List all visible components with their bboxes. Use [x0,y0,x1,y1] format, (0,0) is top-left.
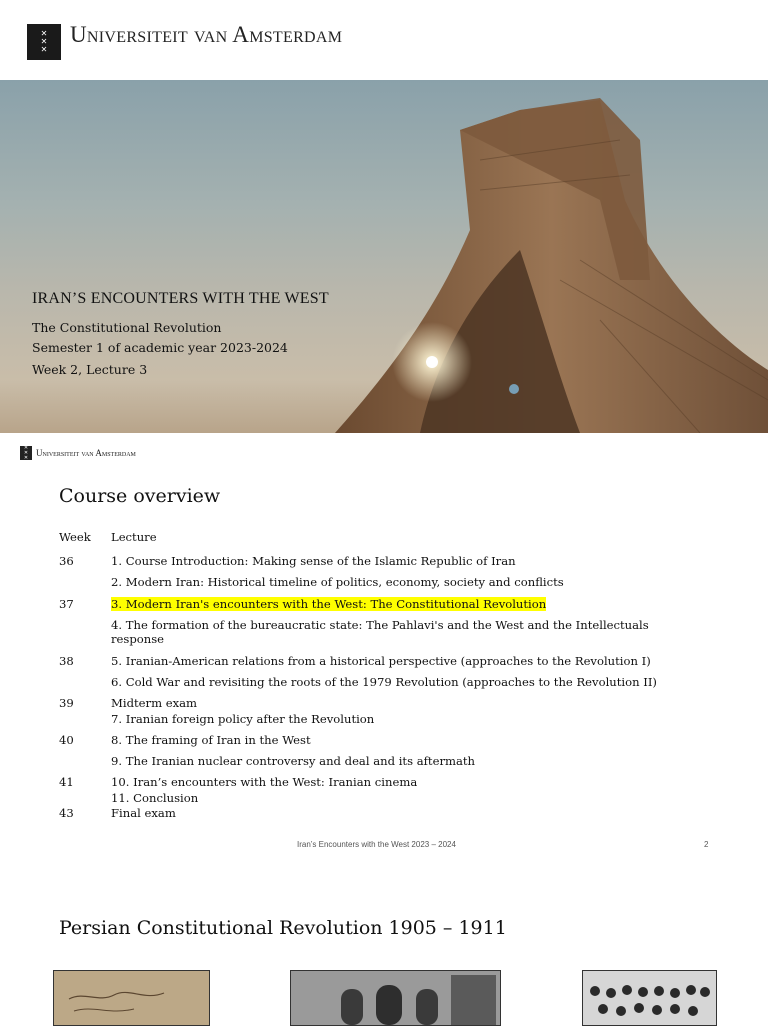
schedule-lecture [111,554,691,568]
university-wordmark: Universiteit van Amsterdam [70,22,343,47]
slide1-header [0,0,768,80]
schedule-week: 41 [59,775,74,789]
schedule-lecture-text: Final exam [111,806,176,820]
schedule-row [59,654,691,668]
uva-logo-icon: ✕ ✕ ✕ [27,24,61,60]
schedule-week [59,712,111,726]
slide3-title: Persian Constitutional Revolution 1905 – 1911 [59,917,507,939]
slide1-subtitle: The Constitutional Revolution [32,320,222,335]
schedule-week [59,754,111,768]
hero-image [0,80,768,433]
schedule-week: 36 [59,554,74,568]
schedule-lecture-text: 2. Modern Iran: Historical timeline of politics, economy, society and conflicts [111,575,564,589]
schedule-week: 37 [59,597,74,611]
schedule-row [59,733,691,747]
schedule-row [59,696,691,710]
schedule-row [59,791,691,805]
schedule-row [59,597,691,611]
schedule-lecture [111,733,691,747]
schedule-row [59,618,691,646]
schedule-lecture-text: 6. Cold War and revisiting the roots of the 1979 Revolution (approaches to the Revolution II) [111,675,657,689]
slide1-week: Week 2, Lecture 3 [32,362,148,377]
schedule-week [59,675,111,689]
page-number: 2 [704,840,709,849]
schedule-lecture [111,712,691,726]
group-photo [582,970,717,1026]
azadi-tower-illustration [0,80,768,433]
schedule-row [59,575,691,589]
university-wordmark-small: Universiteit van Amsterdam [36,448,136,458]
building-illustration [291,971,500,1025]
schedule-lecture-text: 10. Iran’s encounters with the West: Iranian cinema [111,775,418,789]
schedule-lecture [111,754,691,768]
schedule-row [59,675,691,689]
schedule-lecture [111,618,691,646]
schedule-row [59,754,691,768]
schedule-lecture [111,806,691,820]
lecture-header: Lecture [111,530,157,544]
schedule-week: 38 [59,654,74,668]
schedule-week: 43 [59,806,74,820]
schedule-lecture-text: 8. The framing of Iran in the West [111,733,311,747]
course-overview-title: Course overview [59,485,221,507]
schedule-header [59,530,691,544]
uva-logo-small-icon: ✕ ✕ ✕ [20,446,32,460]
schedule-lecture [111,575,691,589]
schedule-lecture-text: 11. Conclusion [111,791,199,805]
manuscript-photo [53,970,210,1026]
schedule-week [59,791,111,805]
schedule-row [59,712,691,726]
schedule-lecture-text: 4. The formation of the bureaucratic state: The Pahlavi's and the West and the Intellectuals response [111,618,649,646]
slide1-title: IRAN’S ENCOUNTERS WITH THE WEST [32,290,329,307]
schedule-lecture [111,775,691,789]
schedule-lecture-text: 1. Course Introduction: Making sense of the Islamic Republic of Iran [111,554,516,568]
manuscript-illustration [54,971,209,1025]
schedule-lecture-text: 5. Iranian-American relations from a historical perspective (approaches to the Revolution I) [111,654,651,668]
schedule-row [59,806,691,820]
schedule-lecture-text: 7. Iranian foreign policy after the Revolution [111,712,375,726]
schedule-lecture [111,696,691,710]
schedule-lecture [111,675,691,689]
slide2-logo [20,446,136,460]
schedule-lecture-text: Midterm exam [111,696,198,710]
schedule-lecture-text: 9. The Iranian nuclear controversy and deal and its aftermath [111,754,476,768]
slide1-semester: Semester 1 of academic year 2023-2024 [32,340,288,355]
schedule-row [59,775,691,789]
slide-footer: Iran’s Encounters with the West 2023 – 2024 [297,840,456,849]
schedule-lecture [111,597,691,611]
schedule-week: 39 [59,696,74,710]
schedule-lecture [111,791,691,805]
schedule-week: 40 [59,733,74,747]
schedule-lecture [111,654,691,668]
schedule-lecture-text: 3. Modern Iran's encounters with the West: The Constitutional Revolution [111,597,547,611]
schedule-week [59,618,111,646]
building-photo [290,970,501,1026]
group-photo-illustration [583,971,716,1025]
week-header: Week [59,530,91,544]
schedule-week [59,575,111,589]
schedule-row [59,554,691,568]
